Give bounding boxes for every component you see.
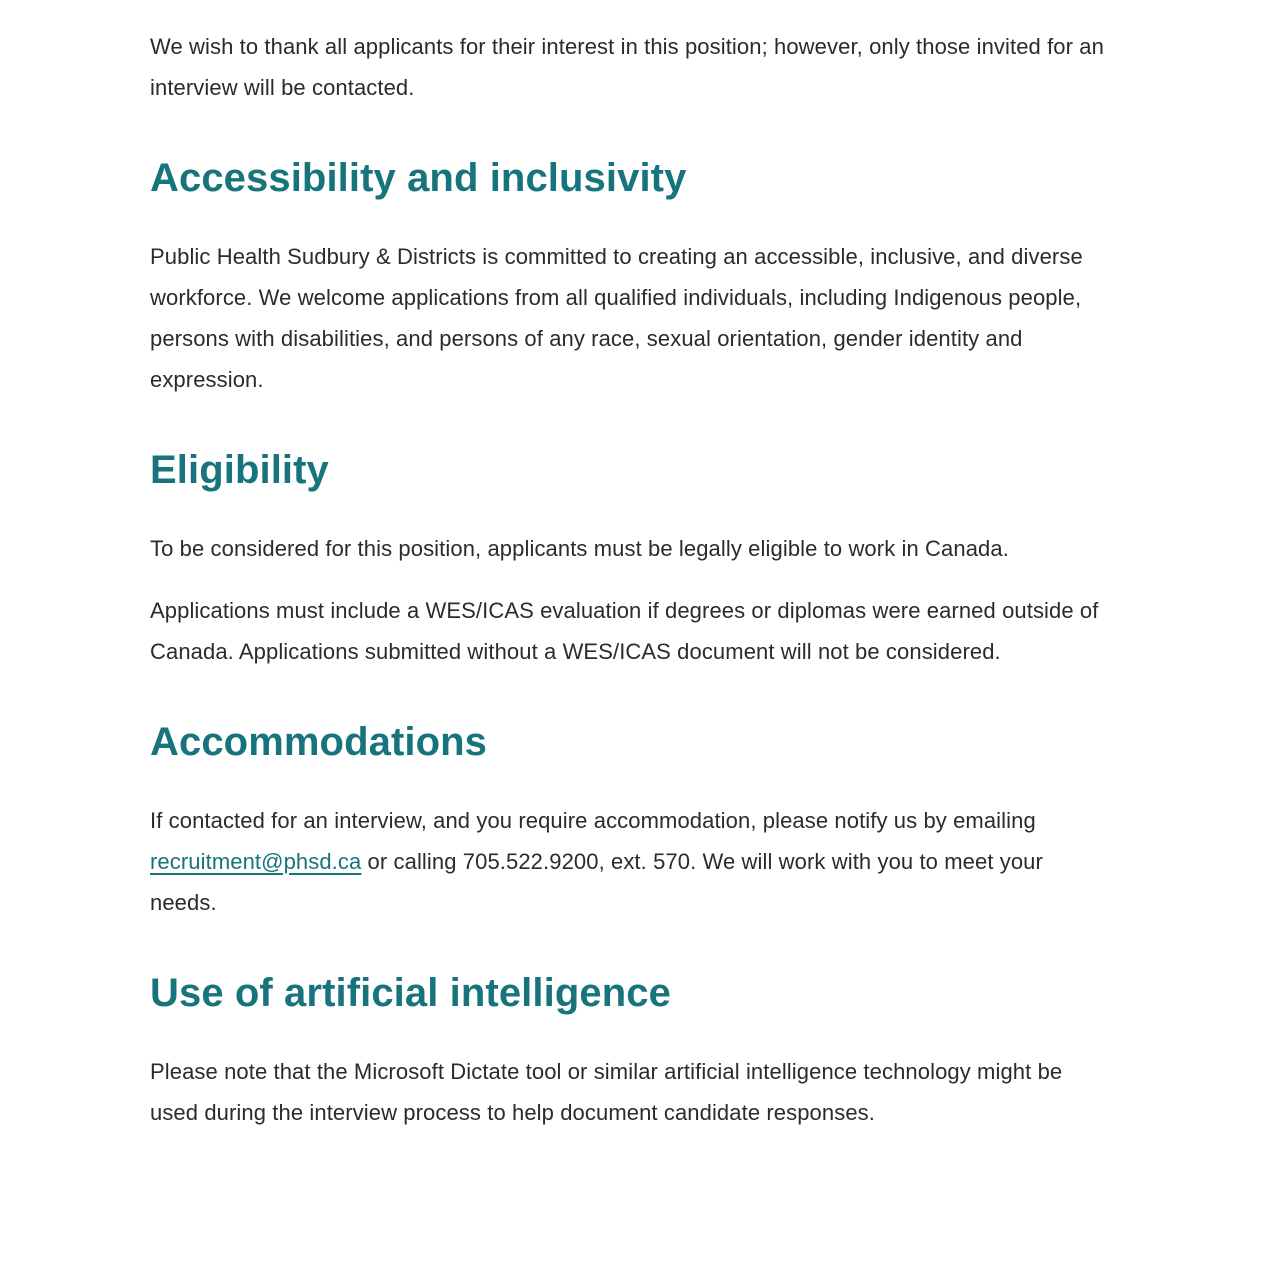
section-heading-eligibility: Eligibility — [150, 448, 329, 492]
accommodations-text-after-link: or calling 705.522.9200, ext. 570. We will work with you to meet your needs. — [150, 849, 1043, 915]
recruitment-email-link[interactable]: recruitment@phsd.ca — [150, 849, 362, 874]
eligibility-paragraph-1: To be considered for this position, applicants must be legally eligible to work in Canada. — [150, 536, 1009, 561]
section-heading-accommodations: Accommodations — [150, 720, 488, 764]
section-heading-use-of-artificial-intelligence: Use of artificial intelligence — [150, 971, 671, 1015]
section-heading-accessibility-and-inclusivity: Accessibility and inclusivity — [150, 156, 687, 200]
accommodations-text-before-link: If contacted for an interview, and you require accommodation, please notify us by emailing — [150, 808, 1036, 833]
accommodations-paragraph — [150, 800, 1110, 923]
ai-use-paragraph: Please note that the Microsoft Dictate tool or similar artificial intelligence technology might be used during the interview process to help document candidate responses. — [150, 1059, 1063, 1125]
intro-paragraph: We wish to thank all applicants for their interest in this position; however, only those invited for an interview will be contacted. — [150, 34, 1104, 100]
accessibility-paragraph: Public Health Sudbury & Districts is committed to creating an accessible, inclusive, and diverse workforce. We welcome applications from all qualified individuals, including Indigenous people, persons with disabilities, and persons of any race, sexual orientation, gender identity and expression. — [150, 244, 1083, 392]
eligibility-paragraph-2: Applications must include a WES/ICAS evaluation if degrees or diplomas were earned outside of Canada. Applications submitted without a WES/ICAS document will not be considered. — [150, 598, 1099, 664]
